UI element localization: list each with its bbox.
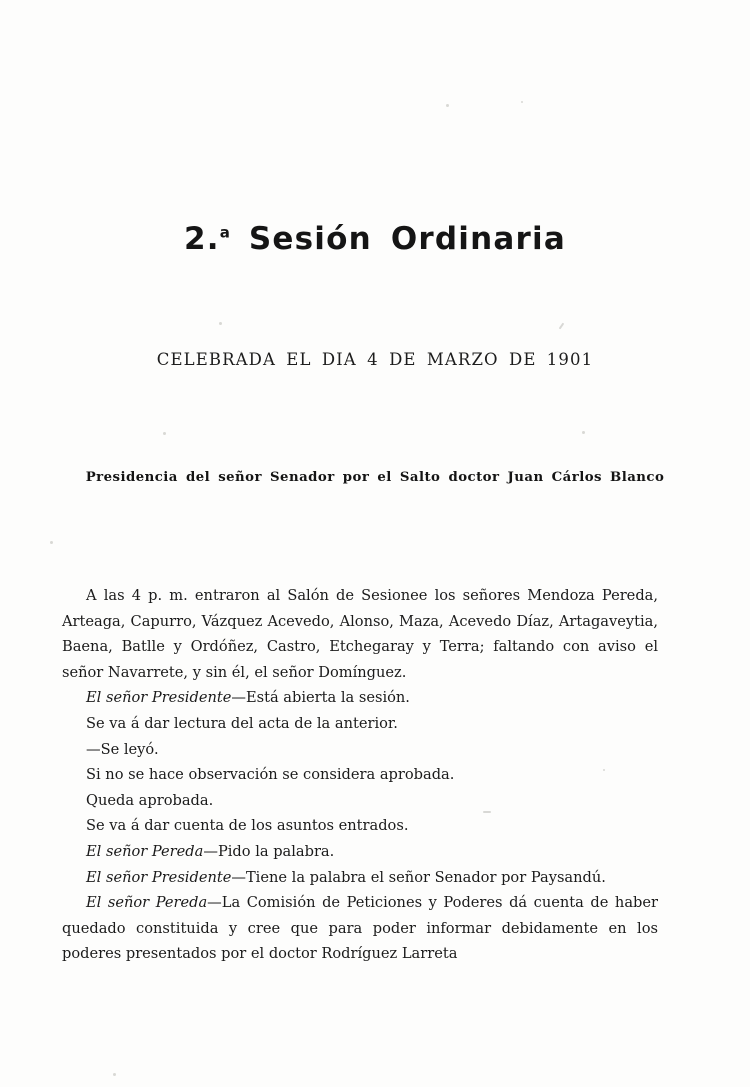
scan-speck xyxy=(50,541,53,544)
scan-speck xyxy=(446,104,449,107)
paragraph-attendance xyxy=(62,583,658,685)
paragraph-president-grants xyxy=(62,865,658,891)
paragraph-approved xyxy=(62,788,658,814)
speech-text: —Pido la palabra. xyxy=(203,842,335,860)
speaker-name: El señor Presidente xyxy=(86,868,232,886)
scan-speck xyxy=(163,432,166,435)
scan-speck xyxy=(219,322,222,325)
speech-text: —La Comisión de Peticiones y Poderes dá cuenta de haber quedado constituida y cree que para poder informar debidamente en los poderes presentados por el doctor Rodríguez Larreta xyxy=(62,894,658,963)
document-subtitle: CELEBRADA EL DIA 4 DE MARZO DE 1901 xyxy=(156,350,594,369)
presidency-line: Presidencia del señor Senador por el Salto doctor Juan Cárlos Blanco xyxy=(85,470,665,485)
paragraph-pereda-asks xyxy=(62,839,658,865)
paragraph-approved-if-no-objection xyxy=(62,762,658,788)
title-number: 2. xyxy=(184,220,220,257)
paragraph-president-open xyxy=(62,685,658,711)
scan-speck xyxy=(113,1073,116,1076)
paragraph-text: Se va á dar cuenta de los asuntos entrados. xyxy=(86,817,409,835)
paragraph-entered-matters xyxy=(62,813,658,839)
speech-text: —Está abierta la sesión. xyxy=(231,689,410,707)
paragraph-text: Si no se hace observación se considera aprobada. xyxy=(86,766,455,784)
paragraph-pereda-commission xyxy=(62,890,658,967)
paragraph-text: Se va á dar lectura del acta de la anterior. xyxy=(86,714,398,732)
scan-speck xyxy=(559,323,565,330)
scan-speck xyxy=(582,431,585,434)
paragraph-text: A las 4 p. m. entraron al Salón de Sesionee los señores Mendoza Pereda, Arteaga, Capurro, Vázquez Acevedo, Alonso, Maza, Acevedo Díaz, Artagaveytia, Baena, Batlle y Ordóñez, Castro, Etchegaray y Terra; faltando con aviso el señor Navarrete, y sin él, el señor Domínguez. xyxy=(62,587,658,681)
speech-text: —Tiene la palabra el señor Senador por Paysandú. xyxy=(231,868,606,886)
speaker-name: El señor Pereda xyxy=(86,842,204,860)
title-text: Sesión Ordinaria xyxy=(248,220,566,257)
title-number-superscript: a xyxy=(219,223,230,242)
speaker-name: El señor Presidente xyxy=(86,689,232,707)
page-title xyxy=(0,221,750,257)
speaker-name: El señor Pereda xyxy=(86,894,208,912)
paragraph-was-read xyxy=(62,737,658,763)
scan-speck xyxy=(521,101,523,103)
document-body xyxy=(62,583,658,967)
paragraph-text: —Se leyó. xyxy=(86,740,159,758)
paragraph-text: Queda aprobada. xyxy=(86,791,214,809)
paragraph-reading-minutes xyxy=(62,711,658,737)
